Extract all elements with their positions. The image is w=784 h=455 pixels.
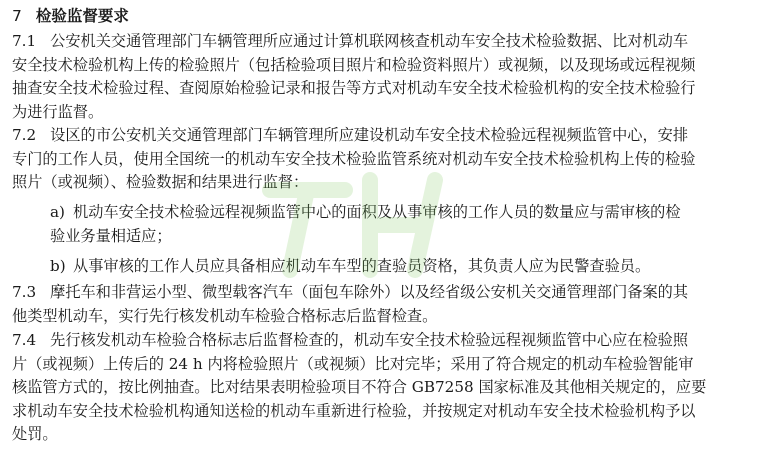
paragraph-line: 核监管方式的，按比例抽查。比对结果表明检验项目不符合 GB7258 国家标准及其他相关规定的，应要: [12, 378, 707, 396]
list-item-b: [50, 255, 776, 279]
paragraph-line: [12, 281, 776, 305]
clause-text: 设区的市公安机关交通管理部门车辆管理所应建设机动车安全技术检验远程视频监管中心，安排: [50, 126, 689, 144]
paragraph-line: 抽查安全技术检验过程、查阅原始检验记录和报告等方式对机动车安全技术检验机构的安全技术检验行: [12, 79, 696, 97]
clause-text: 摩托车和非营运小型、微型载客汽车（面包车除外）以及经省级公安机关交通管理部门备案的其: [50, 283, 689, 301]
clause-number: 7.2: [12, 126, 37, 144]
paragraph-line: 专门的工作人员，使用全国统一的机动车安全技术检验监管系统对机动车安全技术检验机构上传的检验: [12, 149, 696, 168]
paragraph-7-2: [12, 124, 776, 195]
list-marker: b): [50, 257, 66, 275]
list-item-text: 机动车安全技术检验远程视频监管中心的面积及从事审核的工作人员的数量应与需审核的检: [73, 203, 681, 221]
paragraph-line: [50, 255, 776, 279]
paragraph-line: 处罚。: [12, 425, 58, 443]
paragraph-line: [12, 329, 776, 353]
clause-text: 公安机关交通管理部门车辆管理所应通过计算机联网核查机动车安全技术检验数据、比对机动车: [50, 32, 689, 50]
paragraph-line: 安全技术检验机构上传的检验照片（包括检验项目照片和检验资料照片）或视频，以及现场或远程视频: [12, 55, 696, 74]
clause-number: 7.4: [12, 331, 37, 349]
clause-number: 7.1: [12, 32, 37, 50]
section-heading: [12, 6, 129, 26]
paragraph-line: 求机动车安全技术检验机构通知送检的机动车重新进行检验，并按规定对机动车安全技术检验机构予以: [12, 401, 696, 420]
paragraph-line: 为进行监督。: [12, 102, 104, 121]
section-title: 检验监督要求: [35, 7, 129, 25]
clause-number: 7.3: [12, 283, 37, 301]
list-item-text: 从事审核的工作人员应具备相应机动车车型的查验员资格，其负责人应为民警查验员。: [73, 257, 651, 275]
paragraph-7-4: [12, 329, 776, 447]
paragraph-line: [12, 30, 776, 54]
list-marker: a): [50, 203, 65, 221]
paragraph-line: [50, 201, 776, 225]
paragraph-line: [12, 124, 776, 148]
paragraph-line: 片（或视频）上传后的 24 h 内将检验照片（或视频）比对完毕；采用了符合规定的机动车检验智能审: [12, 354, 694, 373]
paragraph-7-3: [12, 281, 776, 328]
paragraph-line: 他类型机动车，实行先行核发机动车检验合格标志后监督检查。: [12, 306, 438, 325]
paragraph-line: 照片（或视频）、检验数据和结果进行监督：: [12, 173, 309, 191]
list-item-a: [50, 201, 776, 248]
clause-text: 先行核发机动车检验合格标志后监督检查的，机动车安全技术检验远程视频监管中心应在检验照: [50, 331, 689, 349]
paragraph-line: 验业务量相适应；: [50, 226, 172, 245]
paragraph-7-1: [12, 30, 776, 124]
section-number: 7: [12, 7, 22, 25]
